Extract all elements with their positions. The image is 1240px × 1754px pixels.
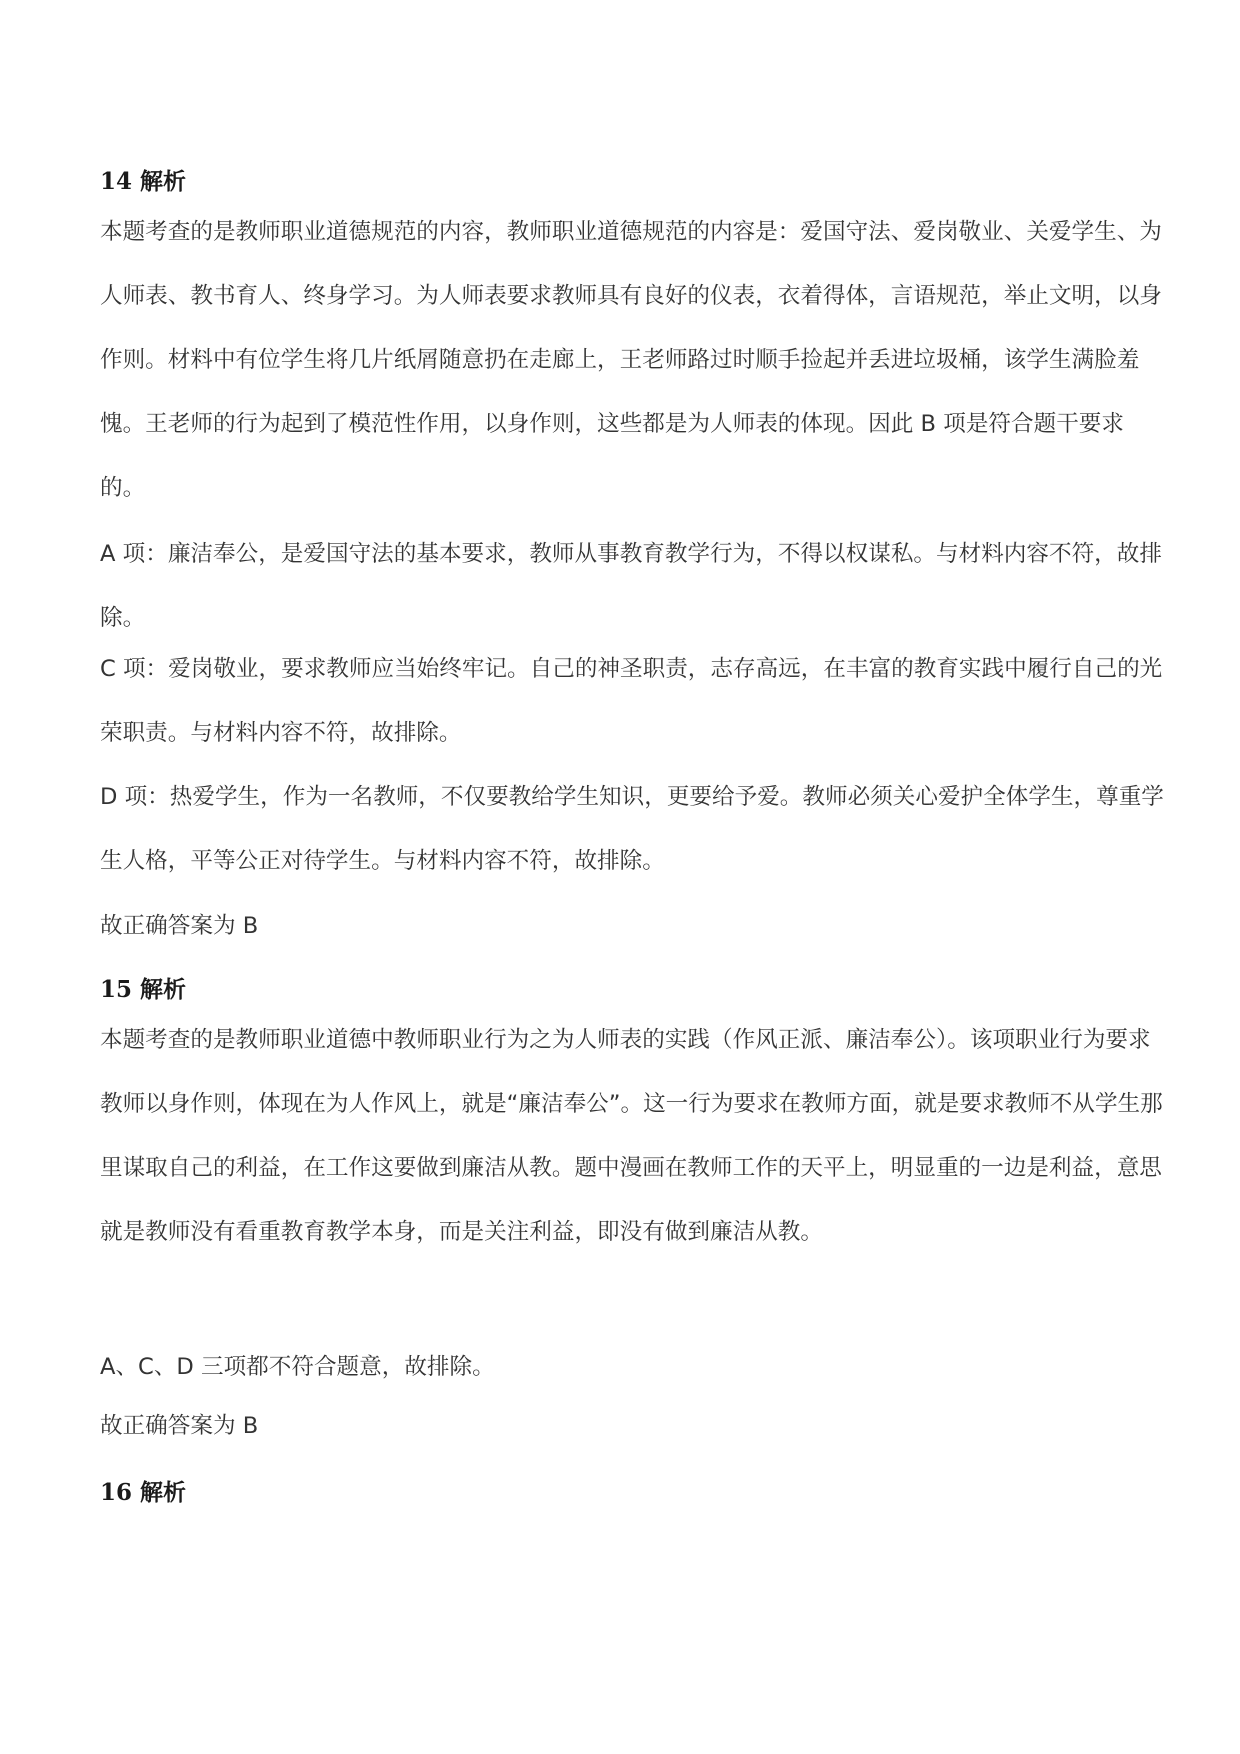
section-14-option-d: D 项：热爱学生，作为一名教师，不仅要教给学生知识，更要给予爱。教师必须关心爱护全体学生，尊重学生人格，平等公正对待学生。与材料内容不符，故排除。 [100,784,1164,874]
section-14-answer: 故正确答案为 B [100,913,259,939]
document-page [100,0,1165,1754]
section-14-option-a: A 项：廉洁奉公，是爱国守法的基本要求，教师从事教育教学行为，不得以权谋私。与材料内容不符，故排除。 [100,541,1162,631]
section-15-answer: 故正确答案为 B [100,1413,259,1439]
section-15-heading: 15 解析 [100,976,187,1003]
section-15-options: A、C、D 三项都不符合题意，故排除。 [100,1354,495,1380]
section-14-heading: 14 解析 [100,168,187,195]
section-14-option-c: C 项：爱岗敬业，要求教师应当始终牢记。自己的神圣职责，志存高远，在丰富的教育实践中履行自己的光荣职责。与材料内容不符，故排除。 [100,656,1163,746]
section-14-intro: 本题考查的是教师职业道德规范的内容，教师职业道德规范的内容是：爱国守法、爱岗敬业、关爱学生、为人师表、教书育人、终身学习。为人师表要求教师具有良好的仪表，衣着得体，言语规范，举止文明，以身作则。材料中有位学生将几片纸屑随意扔在走廊上，王老师路过时顺手捡起并丢进垃圾桶，该学生满脸羞愧。王老师的行为起到了模范性作用，以身作则，这些都是为人师表的体现。因此 B 项是符合题干要求的。 [100,219,1162,501]
section-16-heading: 16 解析 [100,1479,187,1506]
section-15-intro: 本题考查的是教师职业道德中教师职业行为之为人师表的实践（作风正派、廉洁奉公）。该项职业行为要求教师以身作则，体现在为人作风上，就是“廉洁奉公”。这一行为要求在教师方面，就是要求教师不从学生那里谋取自己的利益，在工作这要做到廉洁从教。题中漫画在教师工作的天平上，明显重的一边是利益，意思就是教师没有看重教育教学本身，而是关注利益，即没有做到廉洁从教。 [100,1027,1163,1245]
